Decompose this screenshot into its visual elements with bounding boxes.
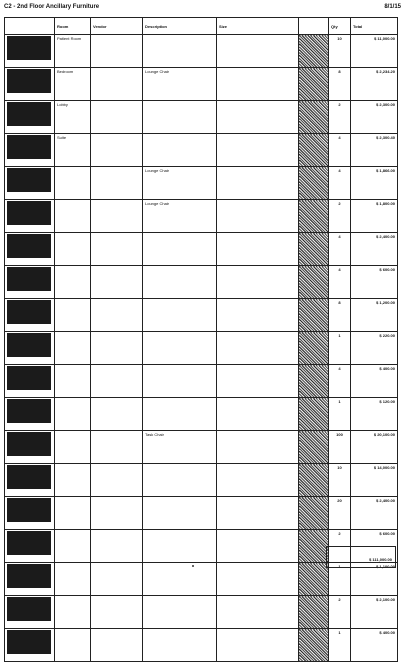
finish-swatch [299,101,329,134]
qty-cell: 2 [329,530,351,563]
vendor-cell [91,167,143,200]
room-cell [55,365,91,398]
column-header: Size [217,18,299,35]
room-cell [55,167,91,200]
description-cell [143,101,217,134]
table-row [5,332,398,365]
table-row [5,35,398,68]
furniture-photo [7,201,51,225]
vendor-cell [91,629,143,662]
description-cell [143,35,217,68]
description-cell: Lounge Chair [143,167,217,200]
qty-cell: 2 [329,596,351,629]
table-row [5,596,398,629]
total-cell: $ 2,300.00 [351,101,398,134]
description-cell [143,563,217,596]
description-cell [143,398,217,431]
description-cell: Task Chair [143,431,217,464]
description-cell [143,530,217,563]
description-cell [143,464,217,497]
vendor-cell [91,68,143,101]
size-cell [217,629,299,662]
vendor-cell [91,596,143,629]
vendor-cell [91,398,143,431]
table-row [5,101,398,134]
finish-swatch [299,464,329,497]
size-cell [217,200,299,233]
total-cell: $ 2,234.20 [351,68,398,101]
room-cell: Lobby [55,101,91,134]
size-cell [217,68,299,101]
total-cell: $ 220.00 [351,332,398,365]
total-cell: $ 400.00 [351,629,398,662]
vendor-cell [91,134,143,167]
finish-swatch [299,35,329,68]
vendor-cell [91,530,143,563]
finish-swatch [299,167,329,200]
product-image [5,35,55,68]
furniture-photo [7,333,51,357]
qty-cell: 10 [329,464,351,497]
total-cell: $ 1,866.00 [351,167,398,200]
finish-swatch [299,266,329,299]
qty-cell: 4 [329,233,351,266]
table-row [5,629,398,662]
product-image [5,299,55,332]
vendor-cell [91,299,143,332]
qty-cell: 8 [329,68,351,101]
size-cell [217,365,299,398]
room-cell [55,629,91,662]
table-row [5,233,398,266]
total-cell: $ 400.00 [351,365,398,398]
finish-swatch [299,497,329,530]
table-row [5,200,398,233]
qty-cell: 1 [329,563,351,596]
column-header: Room [55,18,91,35]
vendor-cell [91,266,143,299]
vendor-cell [91,464,143,497]
product-image [5,200,55,233]
page-mark [192,565,194,567]
table-row [5,134,398,167]
size-cell [217,596,299,629]
room-cell [55,464,91,497]
room-cell [55,596,91,629]
finish-swatch [299,530,329,563]
furniture-photo [7,234,51,258]
room-cell: Patient Room [55,35,91,68]
finish-swatch [299,332,329,365]
qty-cell: 2 [329,101,351,134]
total-cell: $ 1,200.00 [351,299,398,332]
furniture-photo [7,36,51,60]
document-date: 8/1/15 [384,4,401,10]
total-cell: $ 2,400.00 [351,497,398,530]
total-cell: $ 2,400.00 [351,233,398,266]
product-image [5,464,55,497]
furniture-photo [7,102,51,126]
description-cell: Lounge Chair [143,200,217,233]
product-image [5,365,55,398]
vendor-cell [91,35,143,68]
furniture-photo [7,630,51,654]
description-cell [143,266,217,299]
qty-cell: 4 [329,134,351,167]
description-cell [143,497,217,530]
qty-cell: 1 [329,629,351,662]
column-header: Total [351,18,398,35]
table-row [5,464,398,497]
vendor-cell [91,497,143,530]
table-row [5,299,398,332]
room-cell [55,266,91,299]
qty-cell: 10 [329,35,351,68]
size-cell [217,134,299,167]
product-image [5,233,55,266]
description-cell [143,596,217,629]
column-header: Qty [329,18,351,35]
size-cell [217,101,299,134]
total-cell: $ 20,100.00 [351,431,398,464]
qty-cell: 100 [329,431,351,464]
room-cell [55,497,91,530]
finish-swatch-header [299,18,329,35]
room-cell [55,530,91,563]
description-cell [143,134,217,167]
finish-swatch [299,431,329,464]
qty-cell: 1 [329,398,351,431]
product-image [5,629,55,662]
page-header [4,4,401,14]
furniture-photo [7,498,51,522]
furniture-photo [7,399,51,423]
table-row [5,68,398,101]
total-cell: $ 1,100.00 [351,563,398,596]
room-cell [55,332,91,365]
column-header [5,18,55,35]
description-cell [143,332,217,365]
table-row [5,365,398,398]
furniture-photo [7,432,51,456]
finish-swatch [299,233,329,266]
description-cell [143,233,217,266]
furniture-photo [7,465,51,489]
product-image [5,398,55,431]
size-cell [217,233,299,266]
room-cell [55,431,91,464]
room-cell: Bedroom [55,68,91,101]
total-cell: $ 2,100.00 [351,596,398,629]
furniture-photo [7,531,51,555]
size-cell [217,530,299,563]
finish-swatch [299,68,329,101]
product-image [5,431,55,464]
room-cell: Suite [55,134,91,167]
size-cell [217,266,299,299]
room-cell [55,233,91,266]
furniture-photo [7,168,51,192]
total-cell: $ 2,300.40 [351,134,398,167]
product-image [5,596,55,629]
finish-swatch [299,365,329,398]
vendor-cell [91,365,143,398]
total-cell: $ 600.00 [351,266,398,299]
size-cell [217,464,299,497]
size-cell [217,299,299,332]
product-image [5,134,55,167]
column-header: Description [143,18,217,35]
furniture-photo [7,69,51,93]
document-title: C2 - 2nd Floor Ancillary Furniture [4,4,100,10]
product-image [5,101,55,134]
header-row [5,18,398,35]
furniture-photo [7,366,51,390]
furniture-photo [7,135,51,159]
size-cell [217,35,299,68]
vendor-cell [91,563,143,596]
table-row [5,167,398,200]
total-cell: $ 11,000.00 [351,35,398,68]
furniture-photo [7,564,51,588]
size-cell [217,563,299,596]
size-cell [217,398,299,431]
size-cell [217,167,299,200]
qty-cell: 4 [329,167,351,200]
total-cell: $ 120.00 [351,398,398,431]
description-cell: Lounge Chair [143,68,217,101]
vendor-cell [91,233,143,266]
table-row [5,398,398,431]
qty-cell: 2 [329,200,351,233]
finish-swatch [299,398,329,431]
qty-cell: 1 [329,332,351,365]
qty-cell: 4 [329,365,351,398]
qty-cell: 20 [329,497,351,530]
vendor-cell [91,332,143,365]
qty-cell: 8 [329,299,351,332]
total-cell: $ 14,000.00 [351,464,398,497]
qty-cell: 4 [329,266,351,299]
grand-total: $ 111,000.00 [326,546,396,568]
size-cell [217,431,299,464]
size-cell [217,497,299,530]
finish-swatch [299,596,329,629]
room-cell [55,398,91,431]
vendor-cell [91,431,143,464]
description-cell [143,629,217,662]
total-cell: $ 1,800.00 [351,200,398,233]
description-cell [143,365,217,398]
product-image [5,68,55,101]
furniture-photo [7,300,51,324]
room-cell [55,299,91,332]
product-image [5,167,55,200]
furniture-photo [7,597,51,621]
room-cell [55,563,91,596]
product-image [5,563,55,596]
product-image [5,497,55,530]
room-cell [55,200,91,233]
vendor-cell [91,101,143,134]
total-cell: $ 600.00 [351,530,398,563]
finish-swatch [299,563,329,596]
size-cell [217,332,299,365]
furniture-photo [7,267,51,291]
finish-swatch [299,299,329,332]
vendor-cell [91,200,143,233]
description-cell [143,299,217,332]
finish-swatch [299,629,329,662]
table-row [5,266,398,299]
table-row [5,431,398,464]
product-image [5,332,55,365]
product-image [5,530,55,563]
column-header: Vendor [91,18,143,35]
product-image [5,266,55,299]
finish-swatch [299,134,329,167]
table-row [5,497,398,530]
finish-swatch [299,200,329,233]
